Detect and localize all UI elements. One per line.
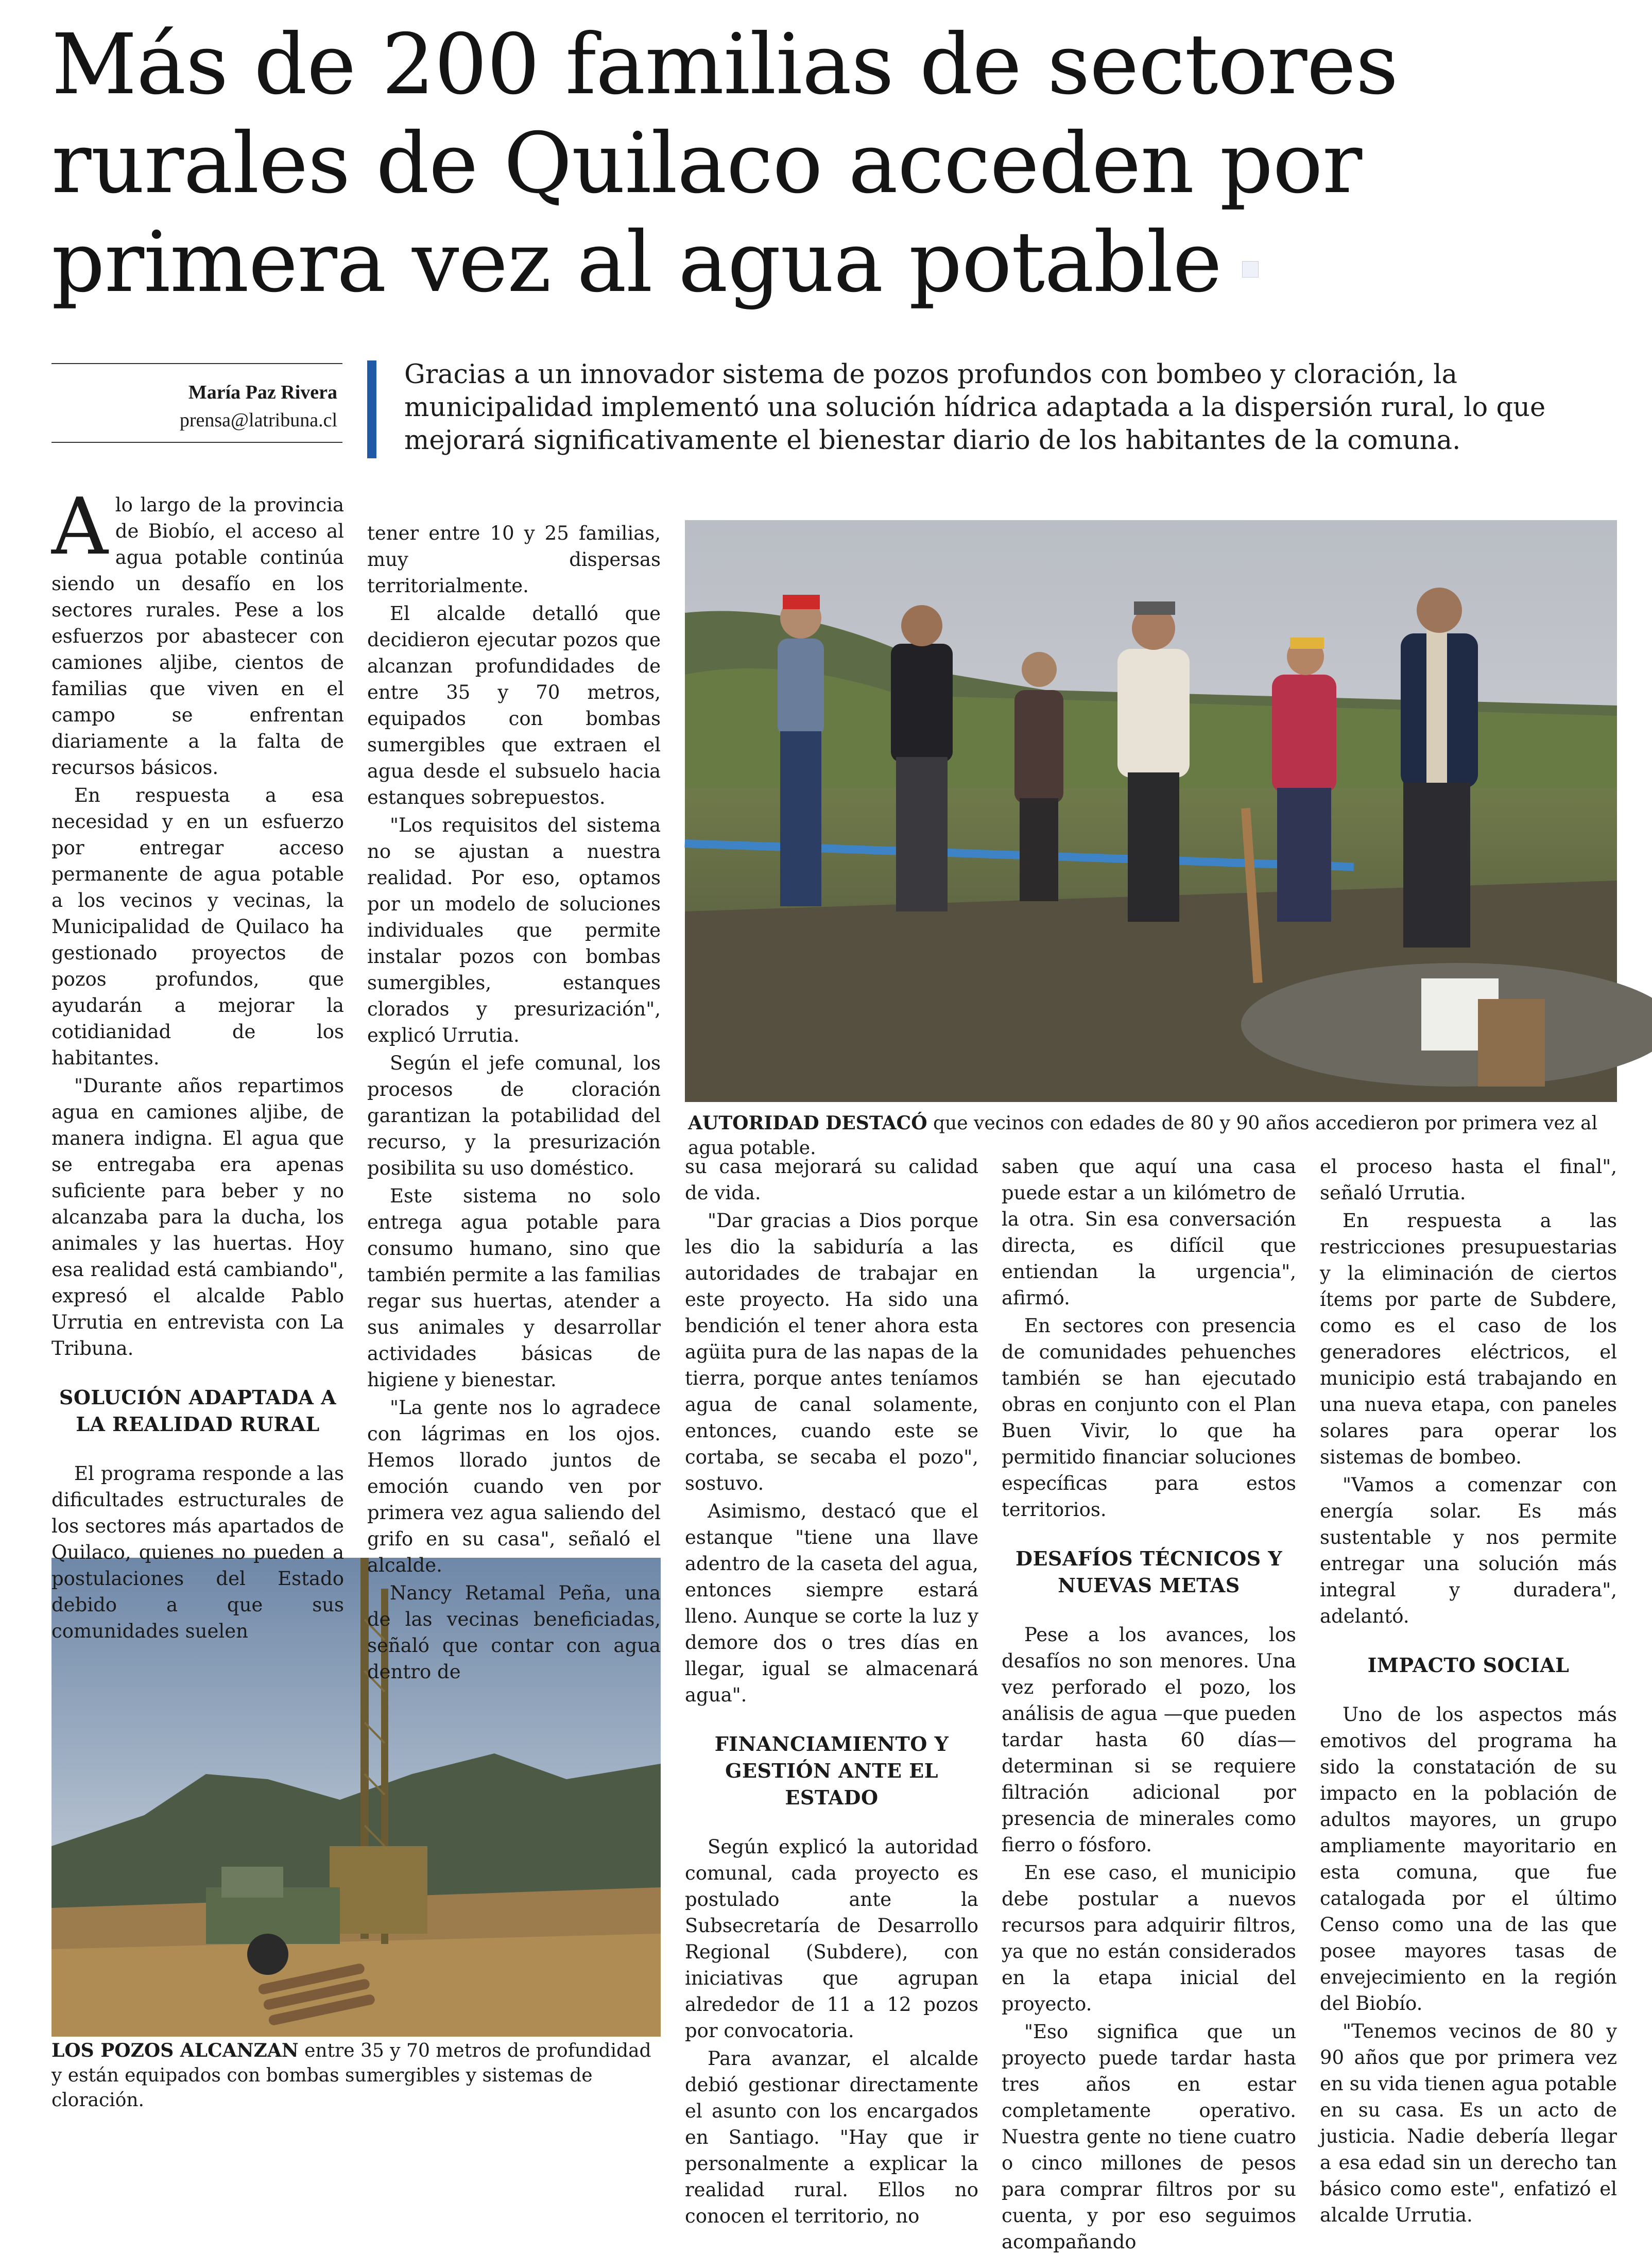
col4-subheading: DESAFÍOS TÉCNICOS Y NUEVAS METAS: [1015, 1547, 1282, 1597]
byline-author: María Paz Rivera: [188, 382, 337, 403]
col2-paragraph-5: Este sistema no solo entrega agua potable para consumo humano, sino que también permite a las familias regar sus huertas, atender a sus animales y desarrollar actividades básicas de higiene y bienestar.: [367, 1185, 661, 1391]
column-4: [1002, 1154, 1296, 2253]
lede: Gracias a un innovador sistema de pozos profundos con bombeo y cloración, la municipalidad implementó una solución hídrica adaptada a la dispersión rural, lo que mejorará significativamente el bienestar diario de los habitantes de la comuna.: [404, 359, 1546, 456]
col5-subheading: IMPACTO SOCIAL: [1367, 1654, 1570, 1677]
col1-paragraph-1: [51, 481, 344, 781]
caption-top-lead: AUTORIDAD DESTACÓ: [688, 1112, 927, 1134]
col5-paragraph-5: "Tenemos vecinos de 80 y 90 años que por primera vez en su vida tienen agua potable en su casa. Es un acto de justicia. Nadie debería llegar a esa edad sin un derecho tan básico como este", enfatizó el alcalde Urrutia.: [1320, 2020, 1617, 2226]
col5-paragraph-2: En respuesta a las restricciones presupuestarias y la eliminación de ciertos ítems por parte de Subdere, como es el caso de los generadores eléctricos, el municipio está trabajando en una nueva etapa, con paneles solares para operar los sistemas de bombeo.: [1320, 1210, 1617, 1468]
col2-paragraph-3: "Los requisitos del sistema no se ajustan a nuestra realidad. Por eso, optamos por un modelo de soluciones individuales que permite instalar pozos con bombas sumergibles, estanques clorados y presurización", explicó Urrutia.: [367, 814, 661, 1046]
headline: [51, 15, 1617, 312]
col1-paragraph-3: "Durante años repartimos agua en camiones aljibe, de manera indigna. El agua que se entregaba era apenas suficiente para beber y no alcanzaba para la ducha, los animales y las huertas. Hoy esa realidad está cambiando", expresó el alcalde Pablo Urrutia en entrevista con La Tribuna.: [51, 1075, 344, 1359]
col3-subheading: FINANCIAMIENTO Y GESTIÓN ANTE EL ESTADO: [714, 1732, 949, 1809]
col1-paragraph-4: El programa responde a las dificultades estructurales de los sectores más apartados de Quilaco, quienes no pueden a postulaciones del Estado debido a que sus comunidades suelen: [51, 1462, 344, 1642]
photo-caption-bottom: [51, 2038, 661, 2113]
caption-bottom-text: entre 35 y 70 metros de profundidad y están equipados con bombas sumergibles y sistemas de cloración.: [51, 2040, 651, 2111]
col5-paragraph-3: "Vamos a comenzar con energía solar. Es más sustentable y nos permite entregar una solución más integral y duradera", adelantó.: [1320, 1474, 1617, 1627]
col2-paragraph-1: tener entre 10 y 25 familias, muy dispersas territorialmente.: [367, 522, 661, 597]
headline-text: Más de 200 familias de sectores rurales de Quilaco acceden por primera vez al agua potable: [51, 16, 1398, 311]
col4-paragraph-5: "Eso significa que un proyecto puede tardar hasta tres años en estar completamente operativo. Nuestra gente no tiene cuatro o cinco millones de pesos para comprar filtros por su cuenta, y por eso seguimos acompañando: [1002, 2021, 1296, 2253]
col1-paragraph-2: En respuesta a esa necesidad y en un esfuerzo por entregar acceso permanente de agua potable a los vecinos y vecinas, la Municipalidad de Quilaco ha gestionado proyectos de pozos profundos, que ayudarán a mejorar la cotidianidad de los habitantes.: [51, 784, 344, 1069]
dropcap: A: [51, 481, 108, 572]
caption-top-text: que vecinos con edades de 80 y 90 años accedieron por primera vez al agua potable.: [688, 1113, 1598, 1159]
image-placeholder-icon: [1242, 261, 1259, 278]
col1-subheading: SOLUCIÓN ADAPTADA A LA REALIDAD RURAL: [59, 1386, 337, 1436]
caption-bottom-lead: LOS POZOS ALCANZAN: [51, 2040, 299, 2061]
col4-paragraph-2: En sectores con presencia de comunidades pehuenches también se han ejecutado obras en conjunto con el Plan Buen Vivir, lo que ha permitido financiar soluciones específicas para estos territorios.: [1002, 1315, 1296, 1521]
col2-paragraph-6: "La gente nos lo agradece con lágrimas en los ojos. Hemos llorado juntos de emoción cuando ven por primera vez agua saliendo del grifo en su casa", señaló el alcalde.: [367, 1397, 661, 1576]
byline: [51, 363, 342, 443]
column-1: [51, 481, 344, 1642]
col1-paragraph-1-text: lo largo de la provincia de Biobío, el acceso al agua potable continúa siendo un desafío en los sectores rurales. Pese a los esfuerzos por abastecer con camiones aljibe, cientos de familias que viven en el campo se enfrentan diariamente a la falta de recursos básicos.: [51, 494, 344, 779]
col4-paragraph-3: Pese a los avances, los desafíos no son menores. Una vez perforado el pozo, los análisis de agua —que pueden tardar hasta 60 días— determinan si se requiere filtración adicional por presencia de minerales como fierro o fósforo.: [1002, 1624, 1296, 1856]
byline-email[interactable]: prensa@latribuna.cl: [179, 409, 337, 431]
col5-paragraph-1: el proceso hasta el final", señaló Urrutia.: [1320, 1156, 1617, 1204]
col4-paragraph-4: En ese caso, el municipio debe postular a nuevos recursos para adquirir filtros, ya que no están considerados en la etapa inicial del proyecto.: [1002, 1862, 1296, 2015]
col2-paragraph-4: Según el jefe comunal, los procesos de cloración garantizan la potabilidad del recurso, y la presurización posibilita su uso doméstico.: [367, 1052, 661, 1179]
col3-paragraph-2: "Dar gracias a Dios porque les dio la sabiduría a las autoridades de trabajar en este proyecto. Ha sido una bendición el tener ahora esta agüita pura de las napas de la tierra, porque antes teníamos agua de canal solamente, entonces, cuando este se cortaba, se secaba el pozo", sostuvo.: [685, 1210, 978, 1494]
column-5: [1320, 1154, 1617, 2226]
col2-paragraph-2: El alcalde detalló que decidieron ejecutar pozos que alcanzan profundidades de entre 35 y 70 metros, equipados con bombas sumergibles que extraen el agua desde el subsuelo hacia estanques sobrepuestos.: [367, 603, 661, 808]
col4-paragraph-1: saben que aquí una casa puede estar a un kilómetro de la otra. Sin esa conversación directa, es difícil que entiendan la urgencia", afirmó.: [1002, 1156, 1296, 1309]
col3-paragraph-3: Asimismo, destacó que el estanque "tiene una llave adentro de la caseta del agua, entonces siempre estará lleno. Aunque se corte la luz y demore dos o tres días en llegar, igual se almacenará agua".: [685, 1500, 978, 1706]
photo-group-at-well-illustration: [685, 520, 1617, 1102]
col3-paragraph-1: su casa mejorará su calidad de vida.: [685, 1156, 978, 1204]
column-3: [685, 1154, 978, 2227]
col5-paragraph-4: Uno de los aspectos más emotivos del programa ha sido la constatación de su impacto en la población de adultos mayores, un grupo ampliamente mayoritario en esta comuna, que fue catalogada por el último Censo como una de las que posee mayores tasas de envejecimiento en la región del Biobío.: [1320, 1703, 1617, 2015]
col3-paragraph-5: Para avanzar, el alcalde debió gestionar directamente el asunto con los encargados en Santiago. "Hay que ir personalmente a explicar la realidad rural. Ellos no conocen el territorio, no: [685, 2047, 978, 2227]
col3-paragraph-4: Según explicó la autoridad comunal, cada proyecto es postulado ante la Subsecretaría de Desarrollo Regional (Subdere), con iniciativas que agrupan alrededor de 11 a 12 pozos por convocatoria.: [685, 1836, 978, 2042]
col2-paragraph-7: Nancy Retamal Peña, una de las vecinas beneficiadas, señaló que contar con agua dentro de: [367, 1582, 661, 1683]
photo-group-at-well: [685, 520, 1617, 1102]
lede-accent-bar: [367, 360, 376, 458]
column-2: [367, 520, 661, 1683]
